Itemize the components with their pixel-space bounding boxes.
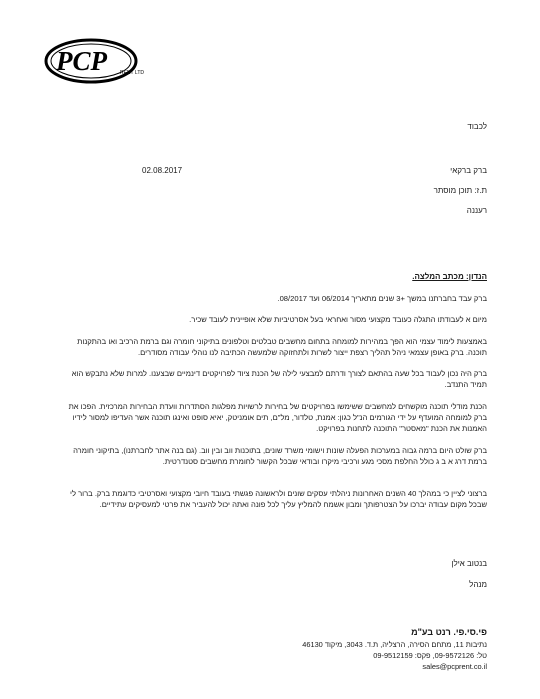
closing-name: בנטוב אילן <box>451 559 487 568</box>
footer-company: פי.סי.פי. רנט בע"מ <box>411 627 487 637</box>
salutation: לכבוד <box>467 122 487 131</box>
letter-subject: הנדון: מכתב המלצה. <box>412 272 487 281</box>
company-logo <box>42 38 152 84</box>
footer-address: נתיבות 11, מתחם הסירה, הרצליה, ת.ד. 3043, מיקוד 46130 <box>302 640 487 649</box>
recipient-city: רעננה <box>466 206 487 215</box>
paragraph-2: מיום א לעבודתו התגלה כעובד מקצועי מסור ואחראי בעל אסרטיביות שלא אופיינית לעובד שכיר. <box>189 315 487 324</box>
paragraph-7: ברצוני לציין כי במהלך 40 השנים האחרונות ניהלתי עסקים שונים ולראשונה פגשתי בעובד חיובי מקצועי ואסרטיבי כדוגמת ברק. ברור לי שבכל מקום עבודה יברכו על הצטרפותך ומבון אשמח להמליץ עליך לכל פונה ואתה יכול להעביר את פרטי למעסיקים עתידיים. <box>69 489 487 510</box>
closing-title: מנהל <box>469 580 487 589</box>
paragraph-3: באמצעות לימוד עצמי הוא הפך במהירות למומחה בתחום מחשבים טבלטים וטלפונים בתיקוני חומרה וגם ברמת הרכיב ואו בהתקנות תוכנה. ברק באופן עצמאי ניהל תהליך רצפת ייצור לשרות ולתחזוקה שלמעשה הכתיבה לנו נוהלי עבודה מסודרים. <box>77 337 487 358</box>
logo-subtext: RENT LTD <box>120 70 144 76</box>
footer-phones: טל: 09-9572126, פקס: 09-9512159 <box>373 651 487 660</box>
logo-mark <box>42 38 152 84</box>
logo-text: PCP <box>56 46 107 76</box>
recipient-name: ברק ברקאי <box>450 166 487 175</box>
paragraph-4: ברק היה נכון לעבוד בכל שעה בהתאם לצורך ודרתם למבצעי לילה של הכנת ציוד לפרויקטים דינמיים שבצענו. למרות שלא נתבקש הוא תמיד התנדב. <box>71 369 487 390</box>
footer-email: sales@pcprent.co.il <box>422 662 487 671</box>
paragraph-1: ברק עבד בחברתנו במשך +3 שנים מתאריך 06/2014 ועד 08/2017. <box>277 294 487 303</box>
recipient-id: ת.ז: תוכן מוסתר <box>433 186 487 195</box>
paragraph-6: ברק שולט היום ברמה גבוה במערכות הפעלה שונות וישומי משרד שונים, בתוכנות ווב ובין ווב. (גם בנה אתר לחברתנו), בתיקוני חומרה ברמת דרג א ב ג כולל החלפת מסכי מגע ורכיבי מיקרו ובודאי שבכל הקשור לחומרת מחשבים סטנדרטית. <box>73 446 487 467</box>
letter-date: 02.08.2017 <box>142 166 183 175</box>
paragraph-5: הכנת מודלי תוכנה מוקשחים למחשבים ששימשו בפרויקטים של בחירות לרשויות מפלגות הסתדרות וועדת הבחירות המרכזית. הפכו את ברק למומחה המועדף על ידי הגורמים הנ"ל כגון: אמנת, טלדור, מל"ם, תים אומניטק, יאיא סופט ואינגו תוכנה אשר העדיפו למסור לידיו האמנות את הכנת "מאסטר" התוכנה לתחנות בפרויקט. <box>68 402 487 434</box>
